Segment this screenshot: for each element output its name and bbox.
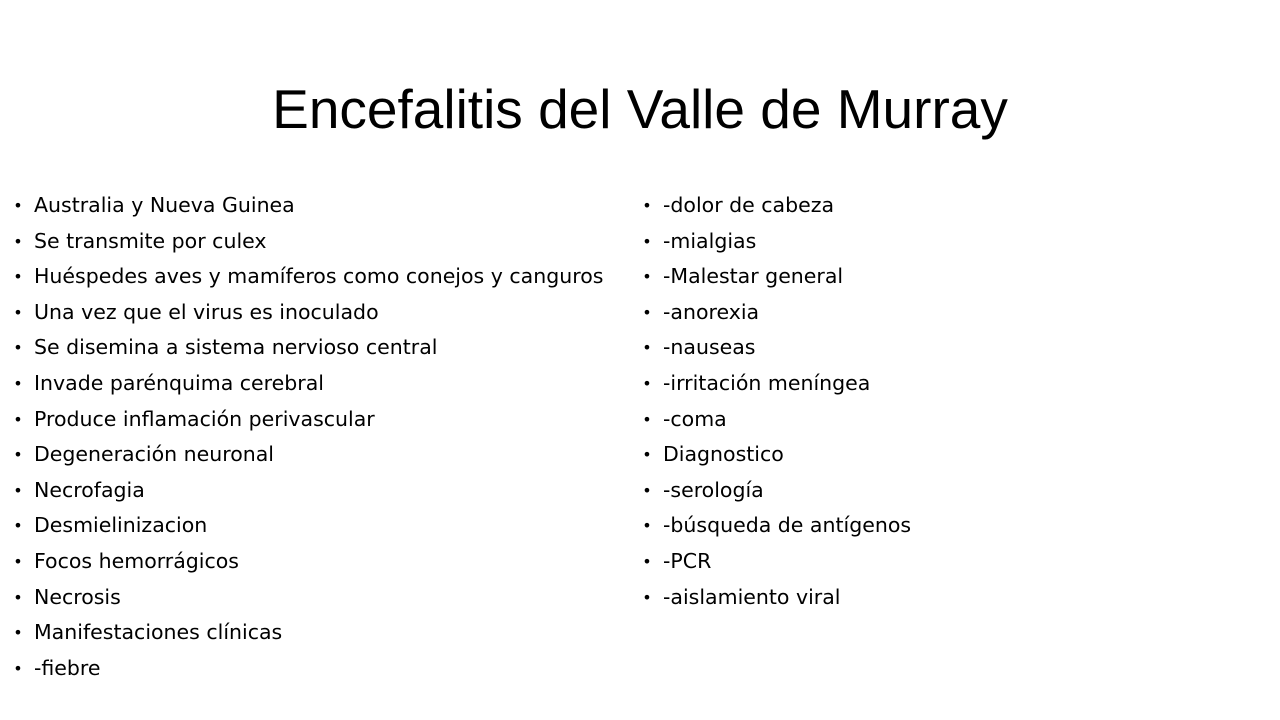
list-item [641,330,1261,366]
list-item-text: Manifestaciones clínicas [34,620,283,645]
bullet-icon: • [13,445,23,465]
bullet-icon: • [13,516,23,536]
bullet-icon: • [13,587,23,607]
bullet-icon: • [642,587,652,607]
list-item [12,544,632,580]
bullet-icon: • [13,409,23,429]
bullet-icon: • [13,480,23,500]
list-item [12,437,632,473]
list-item-text: -anorexia [663,299,760,324]
list-item [641,295,1261,331]
list-item [641,544,1261,580]
bullet-icon: • [13,658,23,678]
list-item-text: -aislamiento viral [663,584,841,609]
bullet-icon: • [642,302,652,322]
list-item [12,580,632,616]
list-item-text: -irritación meníngea [663,370,871,395]
list-item-text: Necrofagia [34,477,145,502]
bullet-icon: • [13,231,23,251]
list-item [12,615,632,651]
list-item-text: Australia y Nueva Guinea [34,193,295,217]
list-item-text: -nauseas [663,335,756,360]
list-item [641,402,1261,438]
bullet-icon: • [13,302,23,322]
list-item-text: Focos hemorrágicos [34,548,239,573]
list-item-text: -mialgias [663,228,757,253]
list-item-text: Diagnostico [663,442,784,467]
list-item [12,473,632,509]
bullet-icon: • [642,373,652,393]
list-item-text: -PCR [663,548,712,573]
bullet-icon: • [13,551,23,571]
list-item [12,366,632,402]
bullet-icon: • [642,516,652,536]
list-item-text: Se transmite por culex [34,228,267,253]
list-item [641,580,1261,616]
list-item-text: Produce inflamación perivascular [34,406,375,431]
bullet-icon: • [13,623,23,643]
list-item-text: Invade parénquima cerebral [34,370,324,395]
list-item-text: -coma [663,406,727,431]
list-item-text: Degeneración neuronal [34,442,275,467]
list-item [641,259,1261,295]
bullet-icon: • [13,338,23,358]
bullet-icon: • [642,445,652,465]
list-item [12,295,632,331]
list-item-text: -búsqueda de antígenos [663,513,912,538]
bullet-icon: • [642,480,652,500]
list-item [641,224,1261,260]
list-item [641,508,1261,544]
bullet-icon: • [642,267,652,287]
list-item-text: Desmielinizacion [34,513,208,538]
list-item-text: Necrosis [34,584,121,609]
list-item [12,402,632,438]
list-item [641,473,1261,509]
slide-title: Encefalitis del Valle de Murray [272,78,1008,140]
bullet-icon: • [642,338,652,358]
bullet-icon: • [642,196,652,215]
bullet-icon: • [13,373,23,393]
list-item [12,224,632,260]
bullet-icon: • [642,409,652,429]
list-item [12,259,632,295]
list-item-text: -fiebre [34,655,101,680]
list-item-text: Una vez que el virus es inoculado [34,299,379,324]
list-item [12,651,632,687]
bullet-icon: • [642,551,652,571]
list-item-text: -Malestar general [663,264,844,289]
bullet-icon: • [642,231,652,251]
list-item [641,188,1261,224]
list-item-text: Huéspedes aves y mamíferos como conejos y canguros [34,264,604,289]
list-item [12,508,632,544]
list-item [641,437,1261,473]
list-item-text: -dolor de cabeza [663,193,835,217]
bullet-icon: • [13,196,23,215]
list-item-text: Se disemina a sistema nervioso central [34,335,438,360]
list-item [12,330,632,366]
right-bullet-list [641,188,1261,615]
list-item [641,366,1261,402]
list-item-text: -serología [663,477,764,502]
list-item [12,188,632,224]
left-bullet-list [12,188,632,686]
bullet-icon: • [13,267,23,287]
